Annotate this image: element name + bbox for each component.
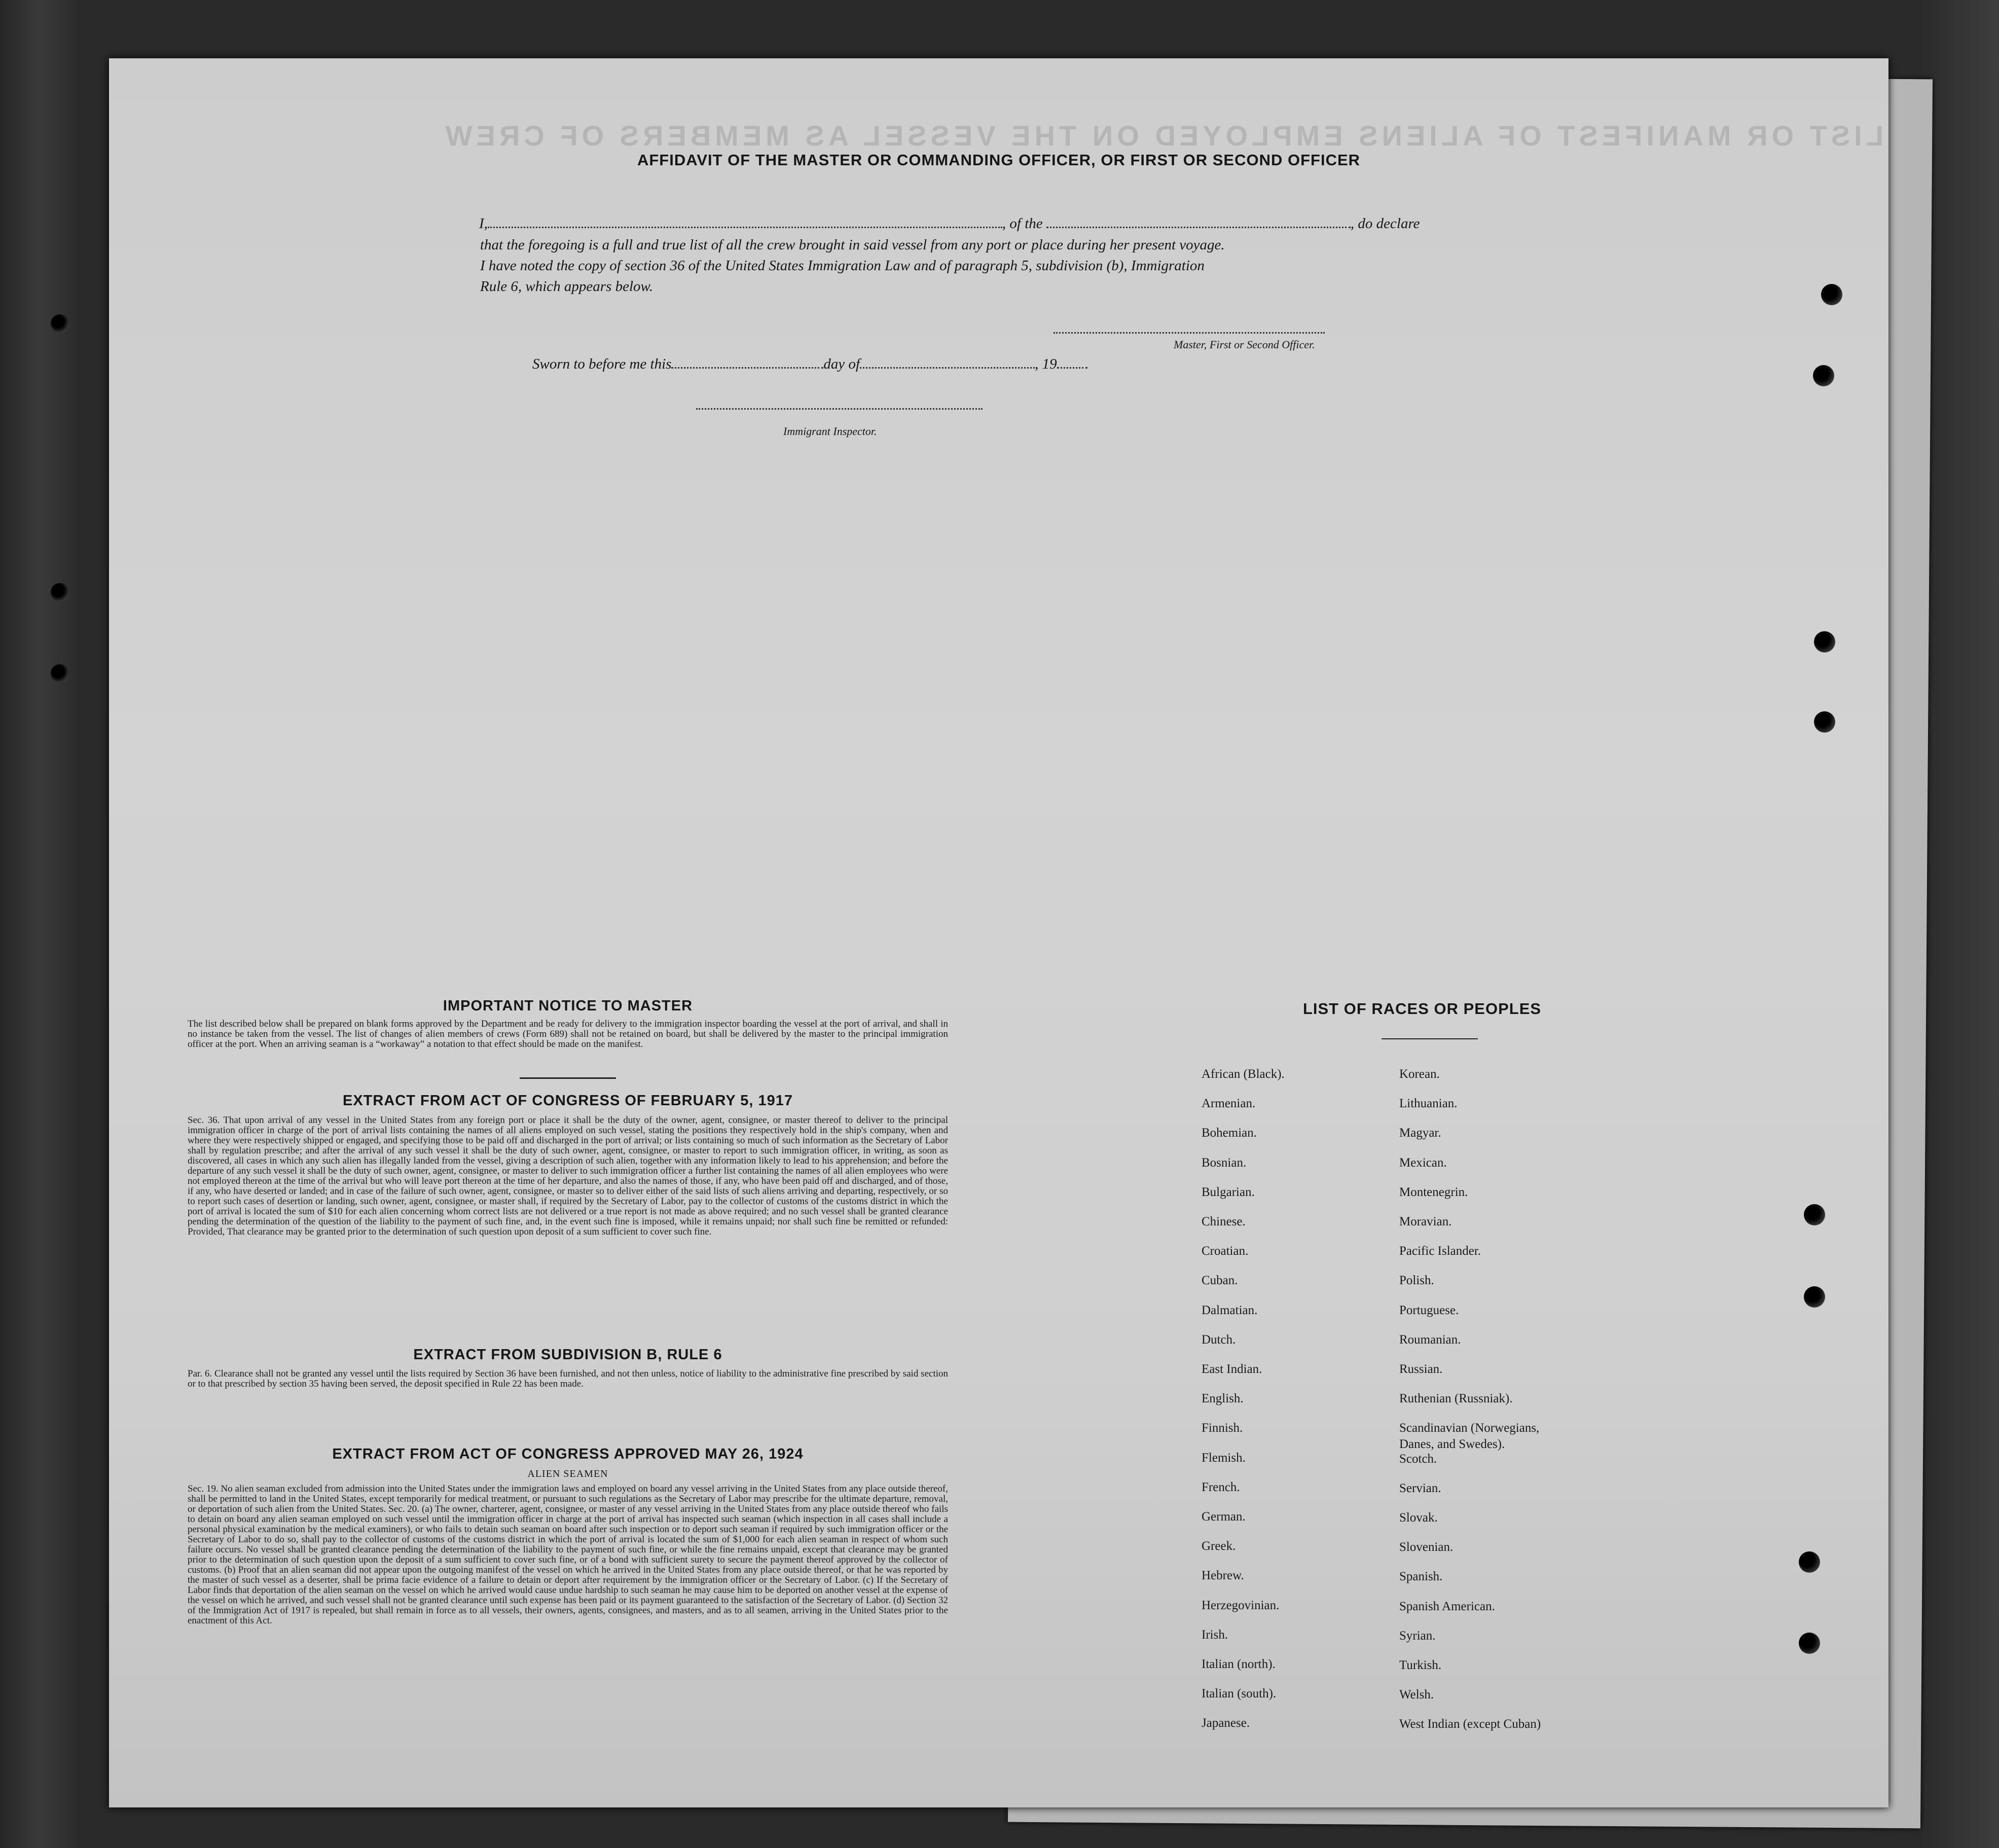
- binder-hole: [1813, 365, 1834, 386]
- race-item: Chinese.: [1202, 1215, 1246, 1228]
- inspector-signature-label: Immigrant Inspector.: [783, 425, 877, 438]
- race-item: Bulgarian.: [1202, 1185, 1255, 1199]
- extract-1917-text: Sec. 36. That upon arrival of any vessel in the United States from any foreign port or place it shall be the duty of the owner, agent, consignee, or master thereof to deliver to the principal immigration officer in charge of the port of arrival lists containing the names of all aliens employed on such vessel, stating the positions they respectively hold in the ship's company, when and where they were respectively shipped or engaged, and specifying those to be paid off and discharged in the port of arrival; or lists containing so much of such information as the Secretary of Labor shall by regulation prescribe; and after the arrival of any such vessel it shall be the duty of such owner, agent, consignee, or master to report to such immigration officer, in writing, as soon as discovered, all cases in which any such alien has illegally landed from the vessel, giving a description of such alien, together with any information likely to lead to his apprehension; and before the departure of any such vessel it shall be the duty of such owner, agent, consignee, or master to deliver to such immigration officer a further list containing the names of all alien employees who were not employed thereon at the time of the arrival but who will leave port thereon at the time of her departure, and also the names of those, if any, who have been paid off and discharged, and of those, if any, who have deserted or landed; and in case of the failure of such owner, agent, consignee, or master so to deliver either of the said lists of such aliens arriving and departing, respectively, or so to report such cases of desertion or landing, such owner, agent, consignee, or master shall, if required by the Secretary of Labor, pay to the collector of customs of the customs district in which the port of arrival is located the sum of $10 for each alien concerning whom correct lists are not delivered or a true report is not made as above required; and no such vessel shall be granted clearance pending the determination of the question of the liability to the payment of such fine, and, in the event such fine is imposed, while it remains unpaid; nor shall such fine be remitted or refunded: Provided, That clearance may be granted prior to the determination of such question upon deposit of a sum sufficient to cover such fine.: [188, 1115, 948, 1237]
- race-item: German.: [1202, 1510, 1246, 1524]
- race-item: English.: [1202, 1392, 1244, 1406]
- extract-1924-text: Sec. 19. No alien seaman excluded from admission into the United States under the immigration laws and employed on board any vessel arriving in the United States from any place outside thereof, shall be permitted to land in the United States, except temporarily for medical treatment, or pursuant to such regulations as the Secretary of Labor may prescribe for the ultimate departure, removal, or deportation of such alien from the United States. Sec. 20. (a) The owner, charterer, agent, consignee, or master of any vessel arriving in the United States from any place outside thereof who fails to detain on board any alien seaman employed on such vessel until the immigration officer in charge at the port of arrival has inspected such seaman (which inspection in all cases shall include a personal physical examination by the medical examiners), or who fails to detain such seaman on board after such inspection or to deport such seaman if required by such immigration officer or the Secretary of Labor to do so, shall pay to the collector of customs of the customs district in which the port of arrival is located the sum of $1,000 for each alien seaman in respect of whom such failure occurs. No vessel shall be granted clearance pending the determination of the liability to the payment of such fine, or while the fine remains unpaid, except that clearance may be granted prior to the determination of such question upon the deposit of a sum sufficient to cover such fine, or of a bond with sufficient surety to secure the payment thereof approved by the collector of customs. (b) Proof that an alien seaman did not appear upon the outgoing manifest of the vessel on which he arrived in the United States from any place outside thereof, or that he was reported by the master of such vessel as a deserter, shall be prima facie evidence of a failure to detain or deport after requirement by the immigration officer or the Secretary of Labor. (c) If the Secretary of Labor finds that deportation of the alien seaman on the vessel on which he arrived would cause undue hardship to such seaman he may cause him to be deported on another vessel at the expense of the vessel on which he arrived, and such vessel shall not be granted clearance until such expense has been paid or its payment guaranteed to the satisfaction of the Secretary of Labor. (d) Section 32 of the Immigration Act of 1917 is repealed, but shall remain in force as to all vessels, their owners, agents, consignees, and masters, and as to all seamen, arriving in the United States prior to the enactment of this Act.: [188, 1483, 948, 1626]
- race-item: Danes, and Swedes).: [1399, 1437, 1505, 1452]
- race-item: Montenegrin.: [1399, 1185, 1468, 1199]
- race-item: Croatian.: [1202, 1244, 1249, 1258]
- binder-hole: [1799, 1551, 1820, 1573]
- race-item: Roumanian.: [1399, 1332, 1461, 1347]
- race-item: Scandinavian (Norwegians,: [1399, 1421, 1540, 1435]
- affidavit-i: I,: [479, 215, 488, 232]
- sworn-month-blank: [860, 356, 1035, 369]
- race-item: Servian.: [1399, 1481, 1441, 1495]
- race-item: Spanish American.: [1399, 1599, 1495, 1613]
- extract-1924-subtitle: ALIEN SEAMEN: [527, 1468, 608, 1479]
- race-item: Lithuanian.: [1399, 1097, 1458, 1111]
- master-signature-label: Master, First or Second Officer.: [1174, 338, 1315, 351]
- sworn-year-blank: [1057, 356, 1087, 369]
- sworn-prefix: Sworn to before me this: [532, 356, 672, 372]
- race-item: Welsh.: [1399, 1688, 1434, 1702]
- notice-text: The list described below shall be prepared on blank forms approved by the Department and be ready for delivery to the immigration inspector boarding the vessel at the port of arrival, and shall in no instance be taken from the vessel. The list of changes of alien members of crews (Form 689) shall not be retained on board, but shall be delivered by the master to the principal immigration officer at the port. When an arriving seaman is a “workaway” a notation to that effect should be made on the manifest.: [188, 1019, 948, 1049]
- master-signature-line: [1053, 332, 1325, 334]
- race-item: Bosnian.: [1202, 1155, 1247, 1170]
- binder-hole: [1804, 1286, 1825, 1308]
- race-item: Italian (north).: [1202, 1657, 1276, 1671]
- rule-6-title: EXTRACT FROM SUBDIVISION B, RULE 6: [413, 1347, 722, 1363]
- race-item: Greek.: [1202, 1539, 1236, 1553]
- binder-hole: [51, 314, 69, 333]
- sworn-year: , 19: [1035, 356, 1057, 372]
- binder-hole: [1804, 1204, 1825, 1225]
- race-item: Scotch.: [1399, 1452, 1437, 1466]
- affidavit-line-2: that the foregoing is a full and true list of all the crew brought in said vessel from any port or place during her present voyage.: [480, 237, 1225, 253]
- race-item: Ruthenian (Russniak).: [1399, 1392, 1513, 1406]
- race-item: Finnish.: [1202, 1421, 1243, 1435]
- race-item: Hebrew.: [1202, 1569, 1244, 1583]
- races-separator: [1382, 1038, 1478, 1039]
- race-item: West Indian (except Cuban): [1399, 1717, 1541, 1731]
- races-title: LIST OF RACES OR PEOPLES: [1302, 1000, 1542, 1018]
- race-item: Portuguese.: [1399, 1303, 1459, 1317]
- race-item: French.: [1202, 1480, 1240, 1494]
- race-item: Slovenian.: [1399, 1540, 1453, 1554]
- binder-hole: [1814, 631, 1835, 653]
- affidavit-line-4: Rule 6, which appears below.: [480, 278, 653, 295]
- affidavit-line-1: [479, 215, 1420, 232]
- race-item: Magyar.: [1399, 1126, 1441, 1140]
- race-item: Syrian.: [1399, 1628, 1436, 1643]
- race-item: Italian (south).: [1202, 1687, 1277, 1701]
- race-item: Dutch.: [1202, 1332, 1236, 1347]
- affidavit-line-3: I have noted the copy of section 36 of the United States Immigration Law and of paragraph 5, subdivision (b), Immigration: [480, 258, 1205, 274]
- race-item: Korean.: [1399, 1067, 1440, 1081]
- race-item: Cuban.: [1202, 1274, 1238, 1288]
- race-item: Polish.: [1399, 1274, 1434, 1288]
- binder-hole: [1799, 1633, 1820, 1654]
- notice-separator: [520, 1077, 616, 1079]
- bleed-through-heading: LIST OR MANIFEST OF ALIENS EMPLOYED ON THE VESSEL AS MEMBERS OF CREW: [441, 120, 1883, 152]
- race-item: Pacific Islander.: [1399, 1244, 1481, 1258]
- vessel-blank: [1046, 215, 1351, 228]
- inspector-signature-line: [696, 408, 983, 410]
- binder-hole: [51, 583, 69, 601]
- affidavit-title: AFFIDAVIT OF THE MASTER OR COMMANDING OFFICER, OR FIRST OR SECOND OFFICER: [637, 151, 1361, 169]
- affidavit-declare: , do declare: [1350, 215, 1420, 232]
- binder-hole: [1821, 284, 1842, 305]
- notice-title: IMPORTANT NOTICE TO MASTER: [443, 998, 693, 1014]
- binder-hole: [51, 664, 69, 682]
- race-item: Japanese.: [1202, 1716, 1250, 1730]
- race-item: East Indian.: [1202, 1362, 1262, 1376]
- race-item: Moravian.: [1399, 1215, 1452, 1228]
- race-item: Spanish.: [1399, 1570, 1443, 1584]
- race-item: Slovak.: [1399, 1511, 1438, 1525]
- race-item: Flemish.: [1202, 1451, 1246, 1465]
- sworn-day-blank: [671, 356, 823, 369]
- race-item: Herzegovinian.: [1202, 1598, 1280, 1612]
- race-item: Armenian.: [1202, 1097, 1256, 1111]
- document-page: [109, 58, 1888, 1807]
- race-item: Dalmatian.: [1202, 1303, 1258, 1317]
- race-item: Bohemian.: [1202, 1126, 1257, 1140]
- rule-6-text: Par. 6. Clearance shall not be granted any vessel until the lists required by Section 36 have been furnished, and not then unless, notice of liability to the administrative fine prescribed by said section or to that prescribed by section 35 having been served, the deposit specified in Rule 22 has been made.: [188, 1368, 948, 1389]
- race-item: Russian.: [1399, 1362, 1443, 1376]
- name-blank: [488, 215, 1002, 228]
- sworn-day-of: day of: [823, 356, 860, 372]
- binder-hole: [1814, 711, 1835, 733]
- sworn-line: [532, 356, 1087, 373]
- race-item: Mexican.: [1399, 1155, 1447, 1170]
- race-item: African (Black).: [1202, 1067, 1285, 1081]
- extract-1917-title: EXTRACT FROM ACT OF CONGRESS OF FEBRUARY 5, 1917: [342, 1093, 793, 1109]
- race-item: Irish.: [1202, 1627, 1228, 1642]
- affidavit-of-the: , of the: [1002, 215, 1043, 232]
- extract-1924-title: EXTRACT FROM ACT OF CONGRESS APPROVED MAY 26, 1924: [332, 1446, 804, 1462]
- race-item: Turkish.: [1399, 1658, 1442, 1672]
